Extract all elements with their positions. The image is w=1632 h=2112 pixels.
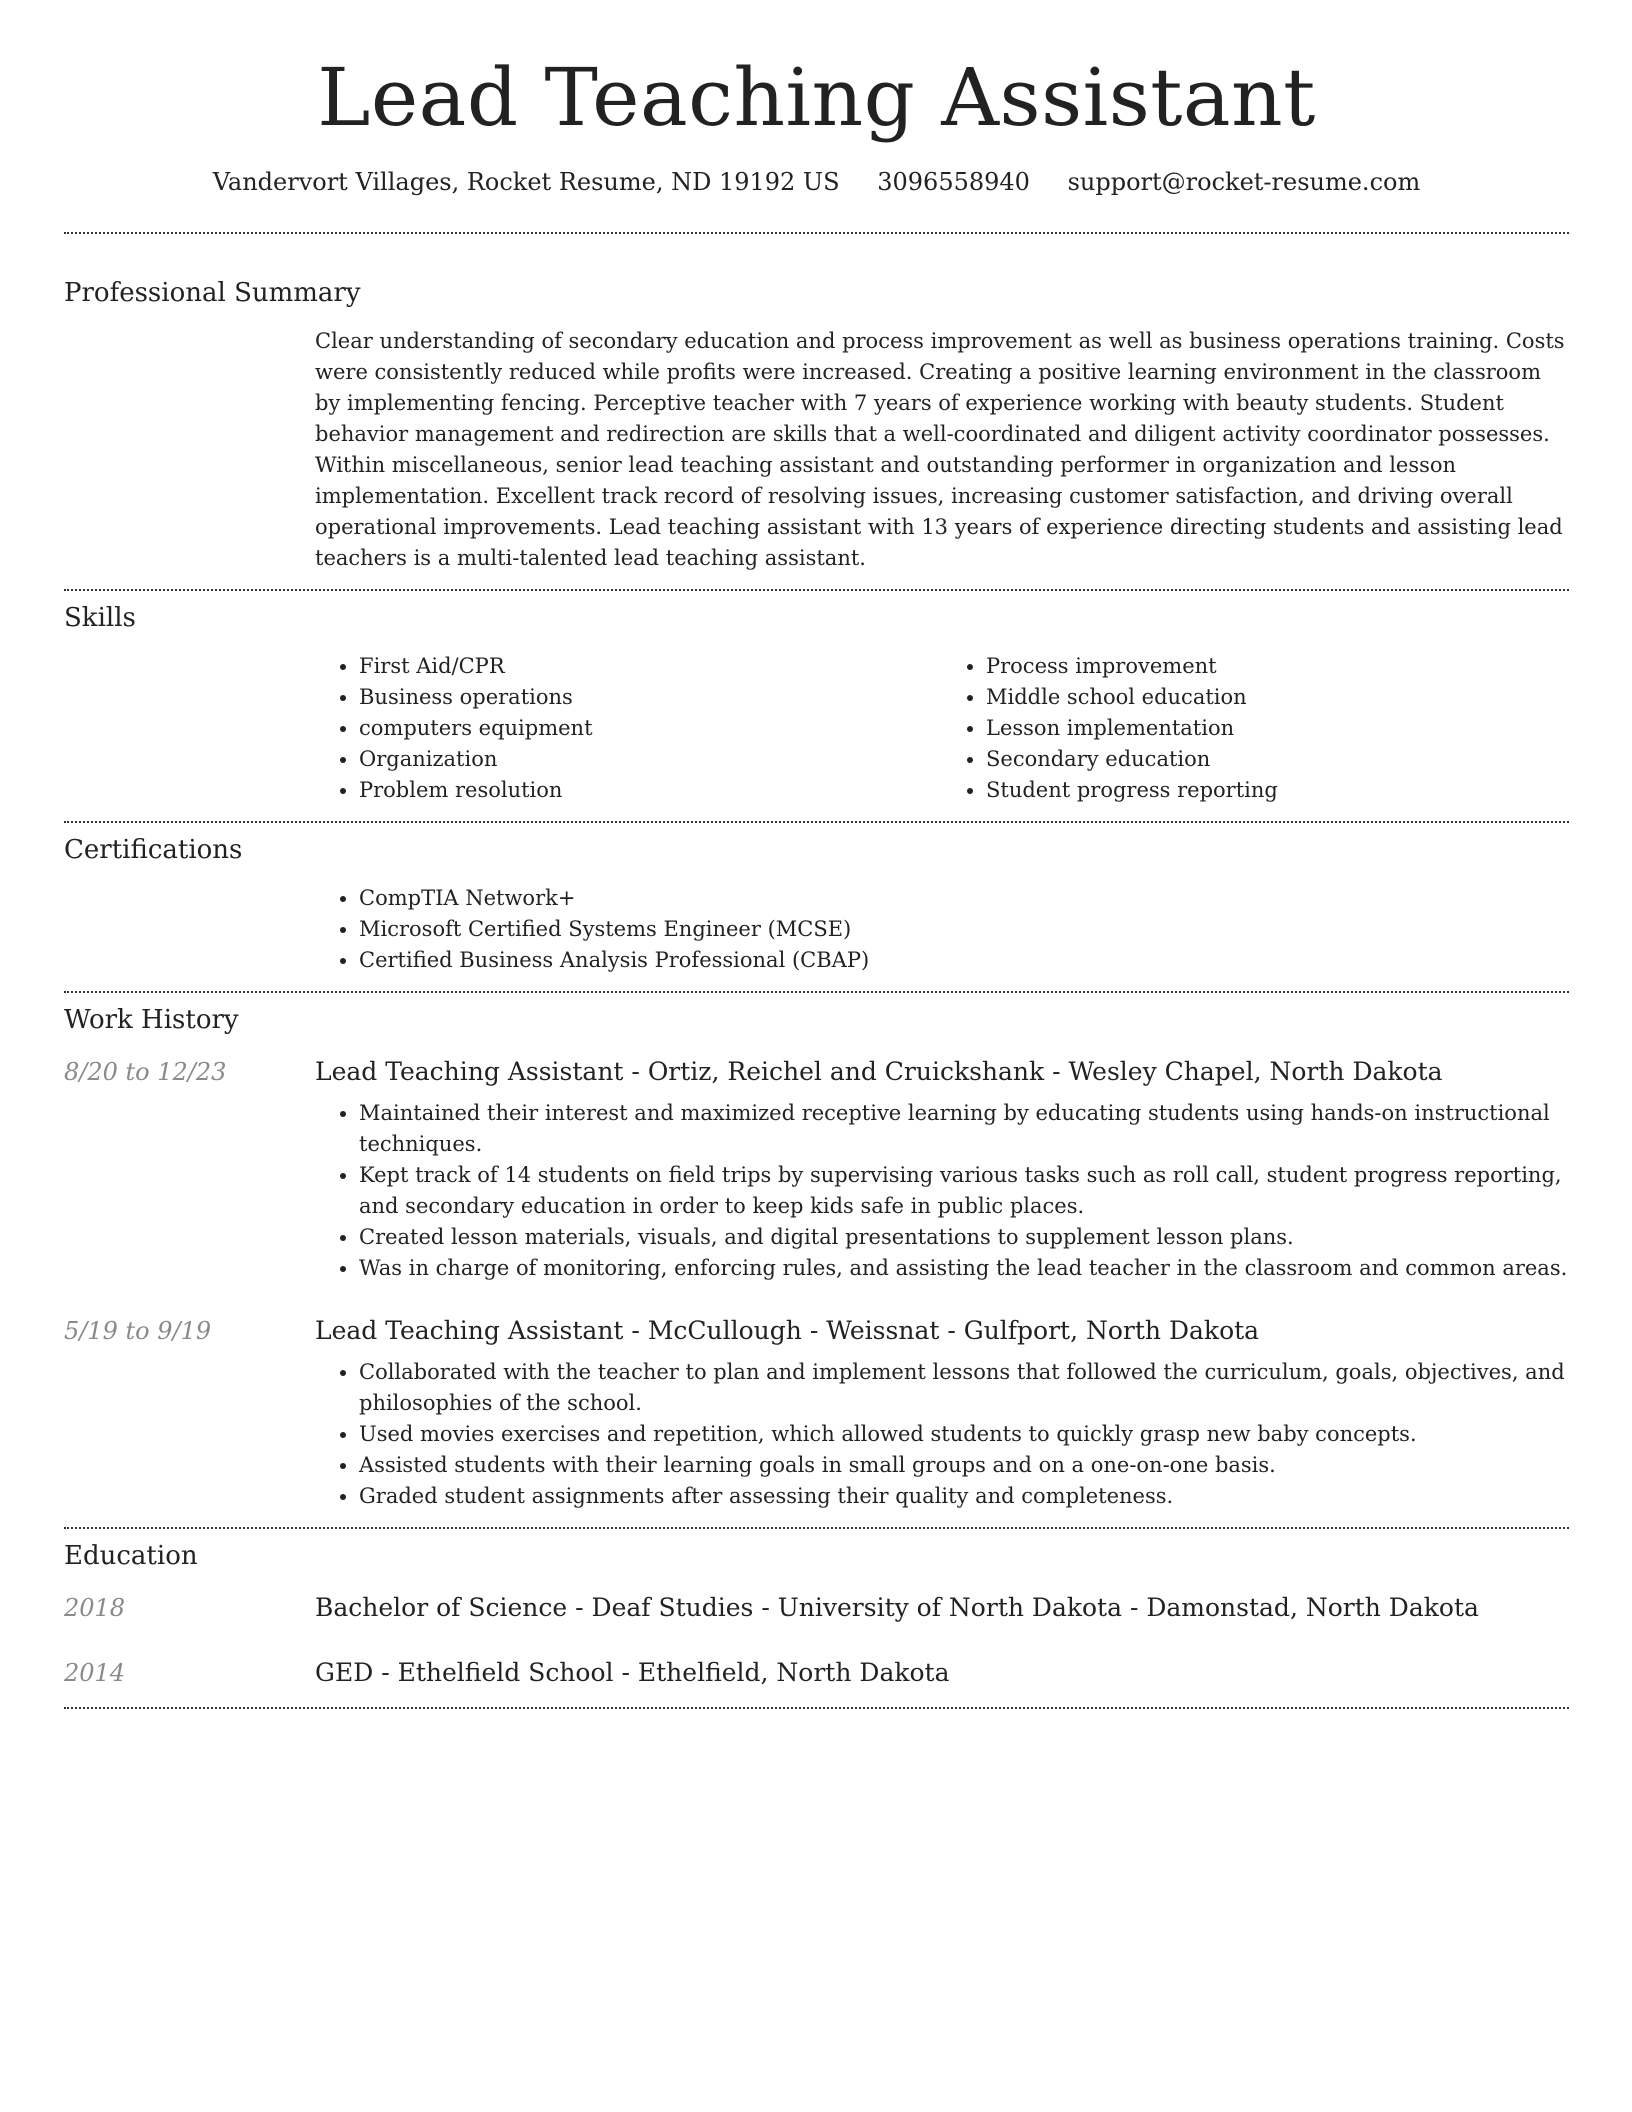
section-title-summary: Professional Summary <box>64 278 361 308</box>
section-title-certifications: Certifications <box>64 835 243 865</box>
contact-address: Vandervort Villages, Rocket Resume, ND 19192 US <box>212 168 840 196</box>
list-item: • Used movies exercises and repetition, which allowed students to quickly grasp new baby concepts. <box>359 1419 1569 1450</box>
section-title-work-history: Work History <box>64 1005 239 1035</box>
list-item: • Secondary education <box>986 744 1569 775</box>
work-entry-bullets <box>315 1098 1569 1284</box>
divider <box>64 821 1569 823</box>
list-item: • computers equipment <box>359 713 942 744</box>
list-item: • Microsoft Certified Systems Engineer (MCSE) <box>359 914 1569 945</box>
list-item: • Created lesson materials, visuals, and digital presentations to supplement lesson plans. <box>359 1222 1569 1253</box>
list-item: • Graded student assignments after assessing their quality and completeness. <box>359 1481 1569 1512</box>
work-entry-title: Lead Teaching Assistant - Ortiz, Reichel and Cruickshank - Wesley Chapel, North Dakota <box>315 1057 1443 1086</box>
work-entry-date: 8/20 to 12/23 <box>64 1058 227 1086</box>
resume-name: Lead Teaching Assistant <box>317 51 1316 144</box>
resume-page <box>64 0 1569 1709</box>
work-entry <box>64 1057 1569 1086</box>
divider <box>64 1707 1569 1709</box>
list-item: • Maintained their interest and maximized receptive learning by educating students using hands-on instructional techniques. <box>359 1098 1569 1160</box>
list-item: • Process improvement <box>986 651 1569 682</box>
education-title: GED - Ethelfield School - Ethelfield, North Dakota <box>315 1658 950 1687</box>
skills-column-left <box>315 651 942 806</box>
contact-email: support@rocket-resume.com <box>1067 168 1421 196</box>
work-entry-title: Lead Teaching Assistant - McCullough - Weissnat - Gulfport, North Dakota <box>315 1316 1260 1345</box>
skills-list <box>315 651 1569 806</box>
divider <box>64 589 1569 591</box>
divider <box>64 232 1569 234</box>
list-item: • Collaborated with the teacher to plan and implement lessons that followed the curriculum, goals, objectives, and philosophies of the school. <box>359 1357 1569 1419</box>
work-entry <box>64 1316 1569 1345</box>
education-year: 2014 <box>64 1659 126 1687</box>
work-entry-date: 5/19 to 9/19 <box>64 1317 212 1345</box>
list-item: • Problem resolution <box>359 775 942 806</box>
divider <box>64 991 1569 993</box>
education-year: 2018 <box>64 1594 126 1622</box>
list-item: • Kept track of 14 students on field trips by supervising various tasks such as roll call, student progress reporting, and secondary education in order to keep kids safe in public places. <box>359 1160 1569 1222</box>
certifications-list <box>315 883 1569 976</box>
skills-column-right <box>942 651 1569 806</box>
contact-phone: 3096558940 <box>877 168 1030 196</box>
section-title-education: Education <box>64 1541 198 1571</box>
list-item: • Lesson implementation <box>986 713 1569 744</box>
list-item: • Student progress reporting <box>986 775 1569 806</box>
list-item: • CompTIA Network+ <box>359 883 1569 914</box>
divider <box>64 1527 1569 1529</box>
list-item: • Business operations <box>359 682 942 713</box>
contact-line <box>64 168 1569 196</box>
education-title: Bachelor of Science - Deaf Studies - University of North Dakota - Damonstad, North Dakota <box>315 1593 1479 1622</box>
education-entry <box>64 1658 1569 1687</box>
list-item: • Assisted students with their learning goals in small groups and on a one-on-one basis. <box>359 1450 1569 1481</box>
list-item: • Was in charge of monitoring, enforcing rules, and assisting the lead teacher in the classroom and common areas. <box>359 1253 1569 1284</box>
list-item: • Certified Business Analysis Professional (CBAP) <box>359 945 1569 976</box>
list-item: • Organization <box>359 744 942 775</box>
work-entry-bullets <box>315 1357 1569 1512</box>
list-item: • First Aid/CPR <box>359 651 942 682</box>
list-item: • Middle school education <box>986 682 1569 713</box>
summary-text: Clear understanding of secondary education and process improvement as well as business operations training. Costs were consistently reduced while profits were increased. Creating a positive learning environment in the classroom by implementing fencing. Perceptive teacher with 7 years of experience working with beauty students. Student behavior management and redirection are skills that a well-coordinated and diligent activity coordinator possesses. Within miscellaneous, senior lead teaching assistant and outstanding performer in organization and lesson implementation. Excellent track record of resolving issues, increasing customer satisfaction, and driving overall operational improvements. Lead teaching assistant with 13 years of experience directing students and assisting lead teachers is a multi-talented lead teaching assistant. <box>315 329 1565 570</box>
education-entry <box>64 1593 1569 1622</box>
section-title-skills: Skills <box>64 603 136 633</box>
